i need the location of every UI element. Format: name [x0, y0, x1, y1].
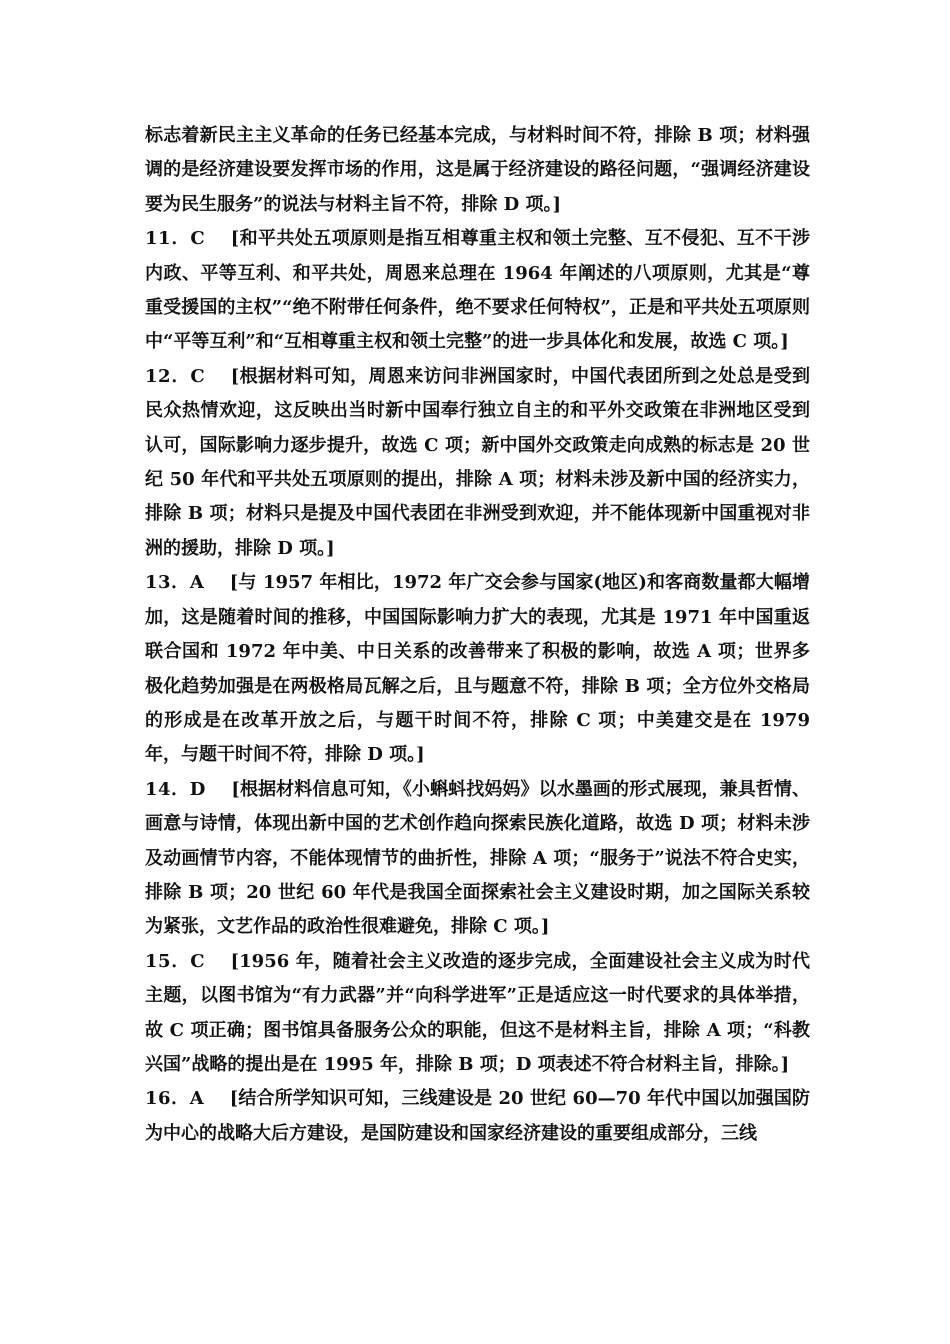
answer-letter: A — [189, 572, 204, 594]
answer-explanation: [结合所学知识可知，三线建设是 20 世纪 60—70 年代中国以加强国防为中心的战略大后方建设，是国防建设和国家经济建设的重要组成部分，三线 — [145, 1088, 810, 1144]
answer-explanation: [与 1957 年相比，1972 年广交会参与国家(地区)和客商数量都大幅增加，这是随着时间的推移，中国国际影响力扩大的表现，尤其是 1971 年中国重返联合国和 1972 年中美、中日关系的改善带来了积极的影响，故选 A 项；世界多极化趋势加强是在两极格局瓦解之后，且与题意不符，排除 B 项；全方位外交格局的形成是在改革开放之后，与题干时间不符，排除 C 项；中美建交是在 1979 年，与题干时间不符，排除 D 项。] — [145, 572, 810, 766]
question-number: 11． — [145, 228, 191, 250]
answer-item-14 — [145, 773, 810, 945]
continuation-text: 标志着新民主主义革命的任务已经基本完成，与材料时间不符，排除 B 项；材料强调的是经济建设要发挥市场的作用，这是属于经济建设的路径问题，“强调经济建设要为民生服务”的说法与材料主旨不符，排除 D 项。] — [145, 125, 810, 215]
answer-letter: C — [190, 228, 205, 250]
answer-explanation: [1956 年，随着社会主义改造的逐步完成，全面建设社会主义成为时代主题，以图书馆为“有力武器”并“向科学进军”正是适应这一时代要求的具体举措，故 C 项正确；图书馆具备服务公众的职能，但这不是材料主旨，排除 A 项；“科教兴国”战略的提出是在 1995 年，排除 B 项；D 项表述不符合材料主旨，排除。] — [145, 950, 810, 1075]
answer-item-13 — [145, 566, 810, 772]
answer-letter: D — [189, 778, 206, 800]
answer-explanation: [根据材料信息可知，《小蝌蚪找妈妈》以水墨画的形式展现，兼具哲情、画意与诗情，体现出新中国的艺术创作趋向探索民族化道路，故选 D 项；材料未涉及动画情节内容，不能体现情节的曲折性，排除 A 项；“服务于”说法不符合史实，排除 B 项；20 世纪 60 年代是我国全面探索社会主义建设时期，加之国际关系较为紧张，文艺作品的政治性很难避免，排除 C 项。] — [145, 778, 810, 938]
continuation-paragraph — [145, 119, 810, 222]
answer-explanation: [根据材料可知，周恩来访问非洲国家时，中国代表团所到之处总是受到民众热情欢迎，这反映出当时新中国奉行独立自主的和平外交政策在非洲地区受到认可，国际影响力逐步提升，故选 C 项；新中国外交政策走向成熟的标志是 20 世纪 50 年代和平共处五项原则的提出，排除 A 项；材料未涉及新中国的经济实力，排除 B 项；材料只是提及中国代表团在非洲受到欢迎，并不能体现新中国重视对非洲的援助，排除 D 项。] — [145, 365, 810, 559]
question-number: 13． — [145, 572, 190, 594]
question-number: 14． — [145, 778, 190, 800]
question-number: 16． — [145, 1088, 190, 1110]
answer-letter: A — [189, 1088, 204, 1110]
answer-item-11 — [145, 222, 810, 360]
question-number: 15． — [145, 950, 191, 972]
answer-letter: C — [190, 950, 205, 972]
answer-letter: C — [190, 365, 205, 387]
answer-item-15 — [145, 945, 810, 1083]
answer-explanations — [145, 119, 810, 1151]
answer-item-12 — [145, 360, 810, 566]
answer-item-16 — [145, 1082, 810, 1151]
question-number: 12． — [145, 365, 191, 387]
answer-explanation: [和平共处五项原则是指互相尊重主权和领土完整、互不侵犯、互不干涉内政、平等互利、和平共处，周恩来总理在 1964 年阐述的八项原则，尤其是“尊重受援国的主权”“绝不附带任何条件，绝不要求任何特权”，正是和平共处五项原则中“平等互利”和“互相尊重主权和领土完整”的进一步具体化和发展，故选 C 项。] — [145, 228, 810, 353]
